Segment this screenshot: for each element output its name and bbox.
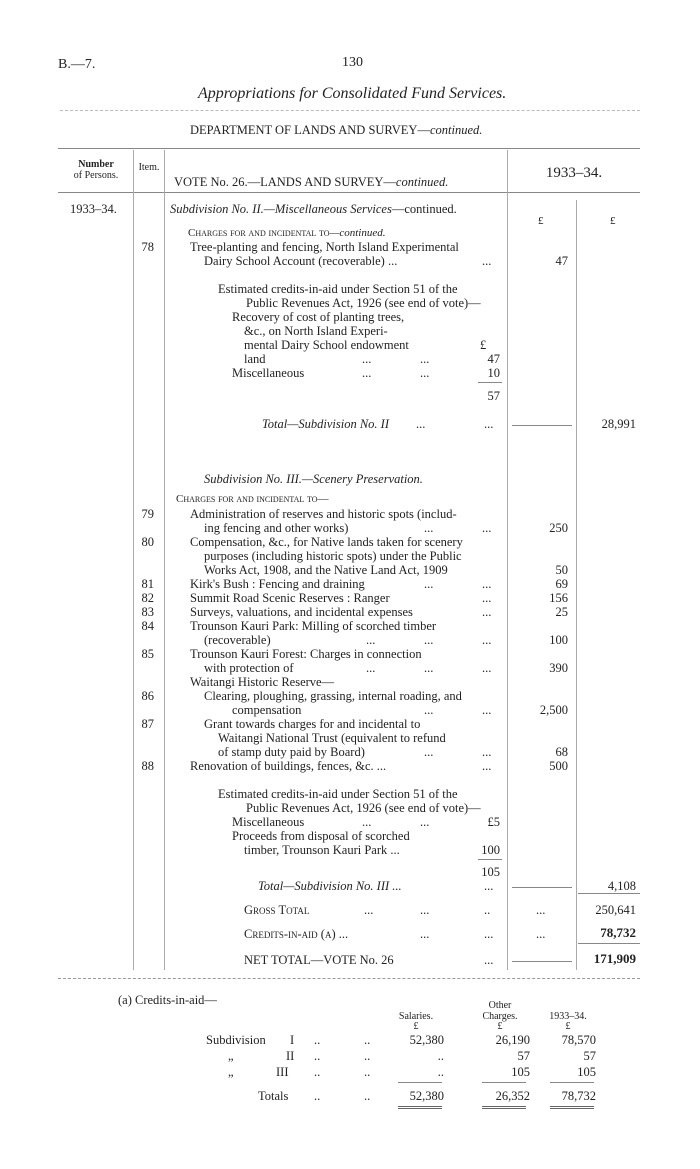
footnote-totals-salaries: 52,380 [409,1089,444,1103]
gross-total-label: Gross Total [244,903,310,917]
page-number: 130 [342,55,363,70]
sub2-est-line2: Public Revenues Act, 1926 (see end of vote)— [246,296,481,310]
credits-label: Credits-in-aid (a) ... [244,927,349,941]
item-78-line1: Tree-planting and fencing, North Island Experimental [190,240,459,254]
sub3-est-line3: Miscellaneous [232,815,305,829]
sub3-charges: Charges for and incidental to— [176,493,329,505]
col-header-vote: VOTE No. 26.—LANDS AND SURVEY—continued. [174,175,449,189]
col-header-item: Item. [138,162,160,173]
footnote-totals-label: Totals [258,1089,289,1103]
pound-col1: £ [538,215,544,227]
item-78-line2: Dairy School Account (recoverable) ... [204,254,398,268]
sub2-est-line4: &c., on North Island Experi- [244,324,388,338]
sub2-total-label: Total—Subdivision No. II [262,417,389,431]
sub3-est-line2: Public Revenues Act, 1926 (see end of vote)— [246,801,481,815]
item-78-dots: ... [482,254,492,268]
item-88-amount: 500 [549,759,568,773]
item-83-amount: 25 [555,605,568,619]
col-rule-desc [507,150,508,970]
sub3-title: Subdivision No. III.—Scenery Preservation. [204,472,423,486]
item-86-amount: 2,500 [539,703,568,717]
persons-year: 1933–34. [70,202,117,216]
sub3-est-value1: £5 [487,815,500,829]
sub3-est-line4: Proceeds from disposal of scorched [232,829,410,843]
sub2-est-line3: Recovery of cost of planting trees, [232,310,405,324]
page-ref: B.—7. [58,57,96,72]
item-78-no: 78 [141,240,154,254]
sub3-est-value2: 100 [481,843,500,857]
col-header-persons-2: of Persons. [73,170,119,181]
footnote-totals-other: 26,352 [495,1089,530,1103]
net-total-amount: 171,909 [593,951,636,966]
department-heading: DEPARTMENT OF LANDS AND SURVEY—continued. [190,123,483,137]
sub2-title: Subdivision No. II.—Miscellaneous Services—continued. [170,202,457,216]
col-rule-persons [133,150,134,970]
item-87-amount: 68 [555,745,568,759]
net-total-label: NET TOTAL—VOTE No. 26 [244,953,394,967]
sub2-charges: Charges for and incidental to—continued. [188,227,386,239]
item-79-amount: 250 [549,521,568,535]
sub3-est-line5: timber, Trounson Kauri Park ... [244,843,400,857]
gross-total-amount: 250,641 [595,903,636,917]
item-84-amount: 100 [549,633,568,647]
sub3-total-amount: 4,108 [607,879,636,893]
sub2-est-total: 57 [487,389,500,403]
col-header-persons-1: Number [78,159,114,170]
col-rule-amt [576,200,577,970]
col-rule-item [164,150,165,970]
credits-amount: 78,732 [600,925,636,940]
footnote-totals-year: 78,732 [561,1089,596,1103]
item-80-amount: 50 [555,563,568,577]
page-title: Appropriations for Consolidated Fund Services. [198,85,507,102]
sub2-total-amount: 28,991 [601,417,636,431]
pound-col2: £ [610,215,616,227]
item-85-amount: 390 [549,661,568,675]
sub3-total-label: Total—Subdivision No. III ... [258,879,402,893]
sub3-est-line1: Estimated credits-in-aid under Section 51 of the [218,787,458,801]
sub2-est-line7: Miscellaneous [232,366,305,380]
sub2-est-value1: 47 [487,352,500,366]
item-78-amount: 47 [555,254,568,268]
sub2-est-line1: Estimated credits-in-aid under Section 51 of the [218,282,458,296]
sub2-est-pound: £ [480,338,487,352]
item-82-amount: 156 [549,591,568,605]
item-81-amount: 69 [555,577,568,591]
sub2-est-value2: 10 [487,366,500,380]
col-header-year: 1933–34. [545,165,603,181]
waitangi-heading: Waitangi Historic Reserve— [190,675,335,689]
footnote-title: (a) Credits-in-aid— [118,993,217,1007]
sub2-est-line5: mental Dairy School endowment [244,338,409,352]
sub2-est-line6: land [244,352,266,366]
sub3-est-total: 105 [481,865,500,879]
